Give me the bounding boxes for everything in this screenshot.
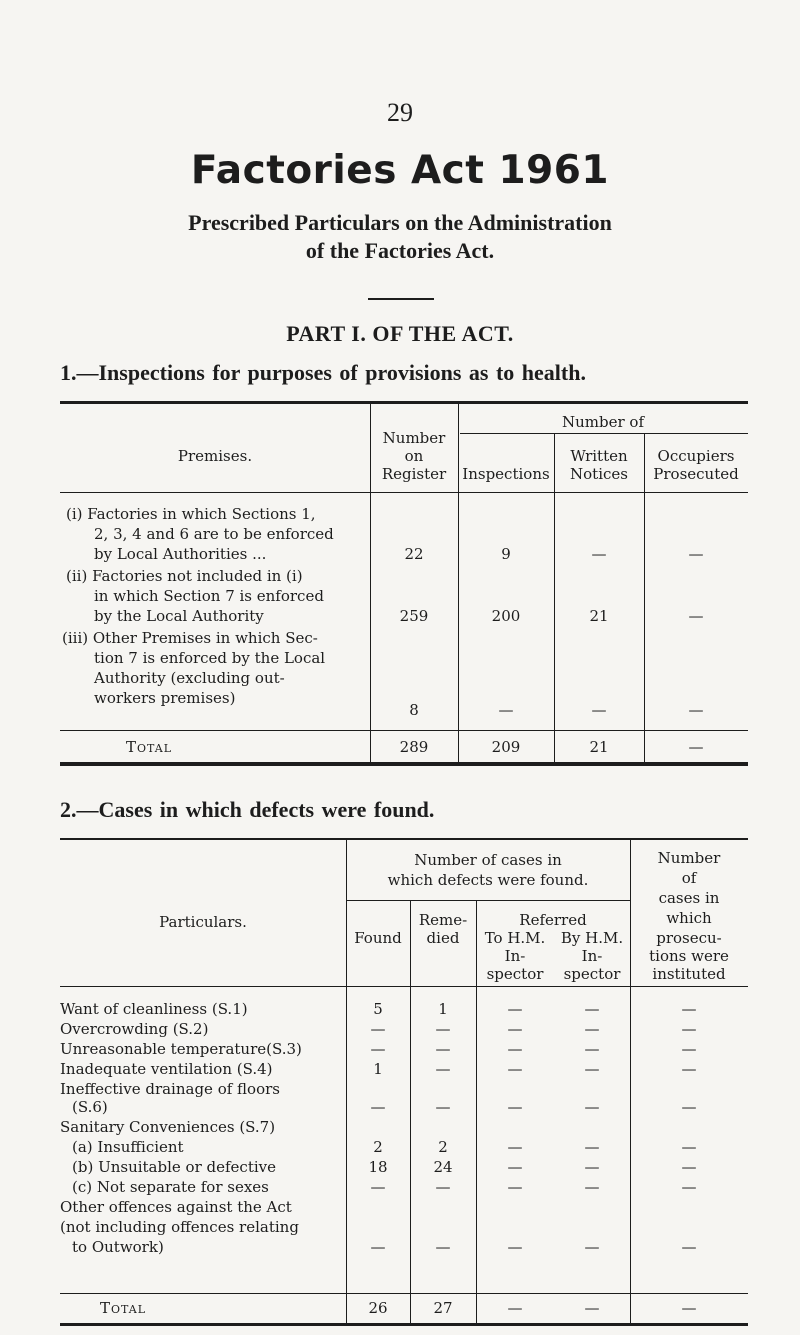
cell-by-hm: — bbox=[584, 1238, 600, 1256]
cell-remedied: — bbox=[435, 1040, 451, 1058]
cell-prosecuted: — bbox=[688, 545, 704, 563]
row-label: Sanitary Conveniences (S.7) bbox=[60, 1118, 276, 1136]
col-prosecutions: which bbox=[666, 909, 712, 927]
row-label: (S.6) bbox=[72, 1098, 108, 1116]
cell-remedied: — bbox=[435, 1060, 451, 1078]
table-rule bbox=[60, 401, 748, 404]
cell-found: — bbox=[370, 1020, 386, 1038]
cell-to-hm: — bbox=[507, 1060, 523, 1078]
section-2-heading: 2.—Cases in which defects were found. bbox=[60, 797, 435, 822]
col-register: on bbox=[404, 447, 424, 465]
row-label: (c) Not separate for sexes bbox=[72, 1178, 269, 1196]
col-premises: Premises. bbox=[177, 447, 253, 465]
row-label: workers premises) bbox=[94, 689, 236, 707]
cell-found: — bbox=[370, 1178, 386, 1196]
cell-remedied: 2 bbox=[438, 1138, 448, 1156]
col-prosecutions: of bbox=[681, 869, 697, 887]
row-label: Other offences against the Act bbox=[60, 1198, 292, 1216]
cell-to-hm: — bbox=[507, 1138, 523, 1156]
subtitle-line-1: Prescribed Particulars on the Administration bbox=[188, 210, 612, 235]
table-rule bbox=[60, 1323, 748, 1326]
table-rule bbox=[60, 762, 748, 766]
col-prosecutions: prosecu- bbox=[656, 929, 722, 947]
cell-notices: 21 bbox=[589, 607, 609, 625]
col-to-hm: spector bbox=[486, 965, 544, 983]
cell-by-hm: — bbox=[584, 1098, 600, 1116]
col-referred: Referred bbox=[519, 911, 587, 929]
row-label: (a) Insufficient bbox=[72, 1138, 184, 1156]
total-inspections: 209 bbox=[491, 738, 521, 756]
table-rule bbox=[60, 986, 748, 987]
cell-found: 1 bbox=[373, 1060, 383, 1078]
cell-remedied: — bbox=[435, 1178, 451, 1196]
col-number-of-cases: which defects were found. bbox=[387, 871, 589, 889]
row-label: (iii) Other Premises in which Sec- bbox=[62, 629, 318, 647]
cell-register: 259 bbox=[399, 607, 429, 625]
total-by-hm: — bbox=[584, 1299, 600, 1317]
cell-found: — bbox=[370, 1238, 386, 1256]
col-remedied: Reme- bbox=[418, 911, 468, 929]
table-rule bbox=[460, 433, 748, 434]
cell-prosecutions: — bbox=[681, 1178, 697, 1196]
cell-found: 18 bbox=[368, 1158, 388, 1176]
cell-remedied: — bbox=[435, 1098, 451, 1116]
subtitle-line-2: of the Factories Act. bbox=[305, 238, 495, 263]
cell-found: — bbox=[370, 1040, 386, 1058]
cell-by-hm: — bbox=[584, 1138, 600, 1156]
total-prosecuted: — bbox=[688, 738, 704, 756]
cell-remedied: 1 bbox=[438, 1000, 448, 1018]
col-by-hm: In- bbox=[581, 947, 603, 965]
cell-prosecutions: — bbox=[681, 1098, 697, 1116]
cell-prosecutions: — bbox=[681, 1158, 697, 1176]
total-remedied: 27 bbox=[433, 1299, 453, 1317]
col-by-hm: spector bbox=[563, 965, 621, 983]
cell-by-hm: — bbox=[584, 1060, 600, 1078]
total-found: 26 bbox=[368, 1299, 388, 1317]
col-prosecutions: tions were bbox=[649, 947, 729, 965]
col-number-of: Number of bbox=[561, 413, 644, 431]
cell-prosecutions: — bbox=[681, 1138, 697, 1156]
cell-notices: — bbox=[591, 545, 607, 563]
row-label: Unreasonable temperature(S.3) bbox=[60, 1040, 302, 1058]
cell-register: 8 bbox=[409, 701, 419, 719]
col-occupiers-prosecuted: Prosecuted bbox=[653, 465, 739, 483]
row-label: 2, 3, 4 and 6 are to be enforced bbox=[94, 525, 334, 543]
cell-to-hm: — bbox=[507, 1098, 523, 1116]
row-label: (i) Factories in which Sections 1, bbox=[66, 505, 316, 523]
col-prosecutions: cases in bbox=[658, 889, 720, 907]
row-label: (ii) Factories not included in (i) bbox=[66, 567, 303, 585]
col-prosecutions: Number bbox=[657, 849, 721, 867]
cell-remedied: — bbox=[435, 1238, 451, 1256]
cell-by-hm: — bbox=[584, 1020, 600, 1038]
cell-inspections: 200 bbox=[491, 607, 521, 625]
row-label: (b) Unsuitable or defective bbox=[72, 1158, 277, 1176]
row-label: Inadequate ventilation (S.4) bbox=[60, 1060, 273, 1078]
cell-by-hm: — bbox=[584, 1000, 600, 1018]
cell-found: 2 bbox=[373, 1138, 383, 1156]
cell-prosecutions: — bbox=[681, 1040, 697, 1058]
row-label: by the Local Authority bbox=[94, 607, 264, 625]
cell-by-hm: — bbox=[584, 1178, 600, 1196]
cell-prosecutions: — bbox=[681, 1060, 697, 1078]
col-particulars: Particulars. bbox=[159, 913, 247, 931]
total-register: 289 bbox=[399, 738, 429, 756]
cell-to-hm: — bbox=[507, 1000, 523, 1018]
cell-prosecuted: — bbox=[688, 607, 704, 625]
row-label: Want of cleanliness (S.1) bbox=[60, 1000, 248, 1018]
row-label: in which Section 7 is enforced bbox=[94, 587, 324, 605]
total-prosecutions: — bbox=[681, 1299, 697, 1317]
cell-found: 5 bbox=[373, 1000, 383, 1018]
cell-to-hm: — bbox=[507, 1178, 523, 1196]
cell-to-hm: — bbox=[507, 1040, 523, 1058]
row-label: (not including offences relating bbox=[60, 1218, 299, 1236]
cell-inspections: 9 bbox=[501, 545, 511, 563]
col-written-notices: Written bbox=[570, 447, 628, 465]
col-prosecutions: instituted bbox=[652, 965, 726, 983]
cell-remedied: 24 bbox=[433, 1158, 453, 1176]
cell-prosecutions: — bbox=[681, 1238, 697, 1256]
cell-by-hm: — bbox=[584, 1040, 600, 1058]
cell-prosecuted: — bbox=[688, 701, 704, 719]
section-1-heading: 1.—Inspections for purposes of provisions as to health. bbox=[60, 360, 586, 385]
cell-register: 22 bbox=[404, 545, 424, 563]
col-occupiers-prosecuted: Occupiers bbox=[657, 447, 735, 465]
cell-prosecutions: — bbox=[681, 1000, 697, 1018]
col-to-hm: In- bbox=[504, 947, 526, 965]
page-number: 29 bbox=[387, 98, 413, 127]
table-rule bbox=[347, 900, 630, 901]
total-to-hm: — bbox=[507, 1299, 523, 1317]
row-label: Overcrowding (S.2) bbox=[60, 1020, 209, 1038]
row-label: Authority (excluding out- bbox=[94, 669, 285, 687]
row-label: Ineffective drainage of floors bbox=[60, 1080, 280, 1098]
cell-by-hm: — bbox=[584, 1158, 600, 1176]
total-label: Total bbox=[100, 1299, 147, 1317]
cell-to-hm: — bbox=[507, 1158, 523, 1176]
total-label: Total bbox=[126, 738, 173, 756]
row-label: to Outwork) bbox=[72, 1238, 164, 1256]
col-inspections: Inspections bbox=[462, 465, 550, 483]
col-found: Found bbox=[354, 929, 402, 947]
row-label: by Local Authorities ... bbox=[94, 545, 267, 563]
row-label: tion 7 is enforced by the Local bbox=[94, 649, 326, 667]
col-register: Register bbox=[381, 465, 447, 483]
cell-notices: — bbox=[591, 701, 607, 719]
col-remedied: died bbox=[426, 929, 460, 947]
page-title: Factories Act 1961 bbox=[190, 148, 610, 193]
total-notices: 21 bbox=[589, 738, 609, 756]
col-to-hm: To H.M. bbox=[484, 929, 546, 947]
col-written-notices: Notices bbox=[570, 465, 628, 483]
col-number-of-cases: Number of cases in bbox=[414, 851, 562, 869]
cell-remedied: — bbox=[435, 1020, 451, 1038]
part-heading: PART I. OF THE ACT. bbox=[286, 321, 514, 346]
cell-inspections: — bbox=[498, 701, 514, 719]
cell-prosecutions: — bbox=[681, 1020, 697, 1038]
cell-to-hm: — bbox=[507, 1238, 523, 1256]
table-rule bbox=[60, 1293, 748, 1294]
col-by-hm: By H.M. bbox=[560, 929, 624, 947]
divider bbox=[368, 298, 434, 300]
cell-found: — bbox=[370, 1098, 386, 1116]
table-rule bbox=[60, 838, 748, 840]
col-register: Number bbox=[382, 429, 446, 447]
cell-to-hm: — bbox=[507, 1020, 523, 1038]
